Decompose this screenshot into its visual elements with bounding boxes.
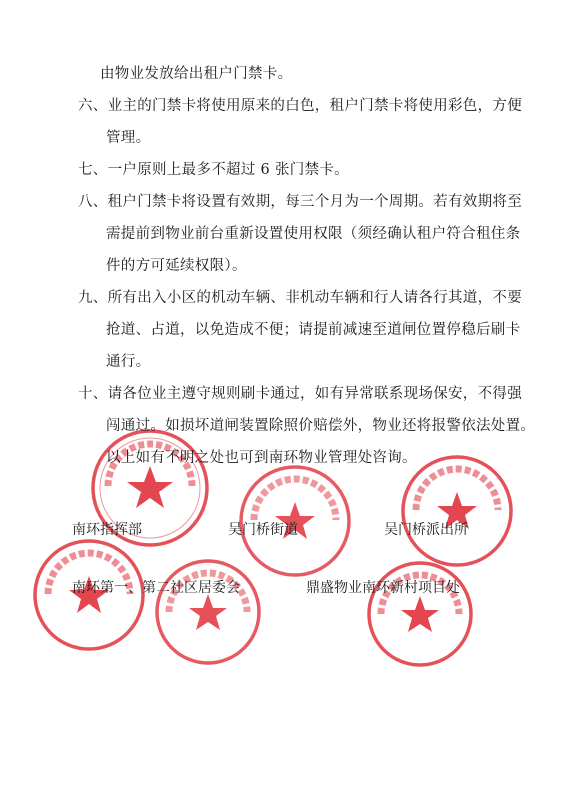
text-line: 八、租户门禁卡将设置有效期，每三个月为一个周期。若有效期将至 — [78, 194, 522, 210]
seal-police-station — [398, 452, 516, 570]
text-line: 以上如有不明之处也可到南环物业管理处咨询。 — [106, 450, 417, 466]
text-line: 需提前到物业前台重新设置使用权限（须经确认租户符合租住条 — [106, 226, 521, 242]
signature-police-station: 吴门桥派出所 — [384, 522, 468, 538]
text-line: 管理。 — [106, 130, 151, 146]
signature-nanhuan-hq: 南环指挥部 — [72, 522, 142, 538]
text-line: 件的方可延续权限）。 — [106, 258, 247, 274]
text-line: 七、一户原则上最多不超过 6 张门禁卡。 — [78, 162, 349, 178]
signature-wumenqiao-street: 吴门桥街道 — [228, 522, 298, 538]
text-line: 六、业主的门禁卡将使用原来的白色，租户门禁卡将使用彩色，方便 — [78, 98, 522, 114]
seal-dingsheng-property — [364, 558, 476, 670]
text-line: 抢道、占道，以免造成不便；请提前减速至道闸位置停稳后刷卡 — [106, 322, 521, 338]
signature-dingsheng-property: 鼎盛物业南环新村项目处 — [306, 580, 460, 596]
seal-community-2 — [152, 556, 264, 668]
signature-community-committee: 南环第一、第二社区居委会 — [72, 580, 240, 596]
text-line: 由物业发放给出租户门禁卡。 — [100, 66, 293, 82]
text-line: 九、所有出入小区的机动车辆、非机动车辆和行人请各行其道，不要 — [78, 290, 522, 306]
text-line: 闯通过。如损坏道闸装置除照价赔偿外，物业还将报警依法处置。 — [106, 418, 536, 434]
text-line: 通行。 — [106, 354, 151, 370]
text-line: 十、请各位业主遵守规则刷卡通过，如有异常联系现场保安，不得强 — [78, 386, 522, 402]
